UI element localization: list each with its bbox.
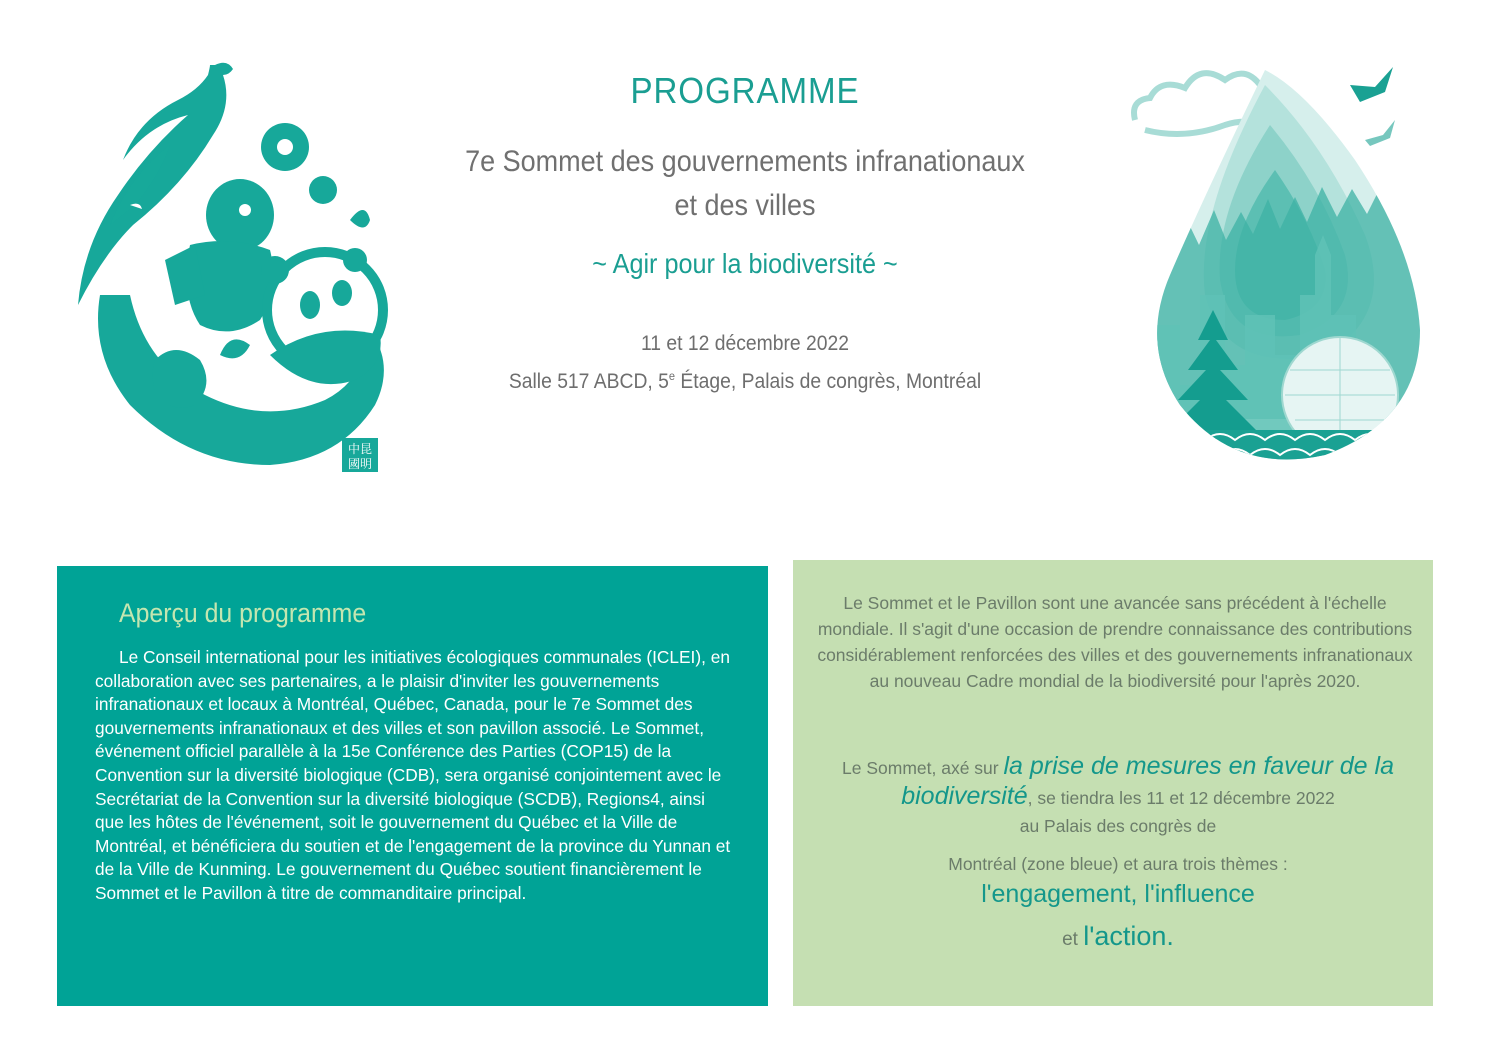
seal-stamp-icon — [342, 438, 378, 472]
swallow-birds-icon — [1350, 67, 1395, 146]
page-title: PROGRAMME — [630, 70, 860, 111]
summit-description: Le Sommet et le Pavillon sont une avancée sans précédent à l'échelle mondiale. Il s'agit d'une occasion de prendre connaissance des contributions considérablement renforcées des villes et des gouvernements infranationaux au nouveau Cadre mondial de la biodiversité pour l'après 2020. — [817, 593, 1413, 691]
papercut-illustration — [70, 55, 390, 475]
summit-themes — [813, 752, 1423, 954]
focus-emphasis: la prise de mesures en faveur de la biodiversité — [901, 752, 1394, 810]
forest-city-teardrop-icon — [1115, 45, 1435, 475]
landscape-drop-illustration — [1115, 45, 1435, 475]
svg-text:中昆: 中昆 — [347, 442, 373, 456]
panel-heading: Aperçu du programme — [119, 598, 367, 628]
program-overview-panel — [57, 566, 768, 1006]
event-venue: Salle 517 ABCD, 5e Étage, Palais de congrès, Montréal — [508, 369, 982, 393]
event-title-line1: 7e Sommet des gouvernements infranationaux — [465, 145, 1025, 178]
event-title-line2: et des villes — [674, 189, 816, 222]
panel-body-text: Le Conseil international pour les initiatives écologiques communales (ICLEI), en collaboration avec ses partenaires, a le plaisir d'inviter les gouvernements infranationaux et locaux à Montréal, Québec, Canada, pour le 7e Sommet des gouvernements infranationaux et des villes et son pavillon associé. Le Sommet, événement officiel parallèle à la 15e Conférence des Parties (COP15) de la Convention sur la diversité biologique (CDB), sera organisé conjointement avec le Secrétariat de la Convention sur la diversité biologique (SCDB), Regions4, ainsi que les hôtes de l'événement, soit le gouvernement du Québec et la Ville de Montréal, et bénéficiera du soutien et de l'engagement de la province du Yunnan et de la Ville de Kunming. Le gouvernement du Québec soutient financièrement le Sommet et le Pavillon à titre de commanditaire principal. — [95, 647, 731, 903]
theme-action: l'action. — [1083, 921, 1174, 951]
themes-final-line: et l'action. — [1062, 921, 1174, 951]
venue-line: au Palais des congrès de — [1019, 816, 1217, 836]
tagline: ~ Agir pour la biodiversité ~ — [592, 248, 898, 279]
summit-info-panel — [793, 560, 1433, 1006]
papercut-teardrop-icon — [70, 55, 390, 475]
summit-focus-line: Le Sommet, axé sur la prise de mesures en faveur de la biodiversité, se tiendra les 11 et 12 décembre 2022 — [842, 752, 1394, 810]
event-dates: 11 et 12 décembre 2022 — [640, 332, 850, 355]
event-title — [399, 140, 1092, 228]
event-details — [428, 328, 1063, 398]
themes-line: l'engagement, l'influence — [981, 880, 1255, 908]
svg-text:國明: 國明 — [347, 457, 373, 471]
zone-line: Montréal (zone bleue) et aura trois thèmes : — [948, 854, 1288, 874]
